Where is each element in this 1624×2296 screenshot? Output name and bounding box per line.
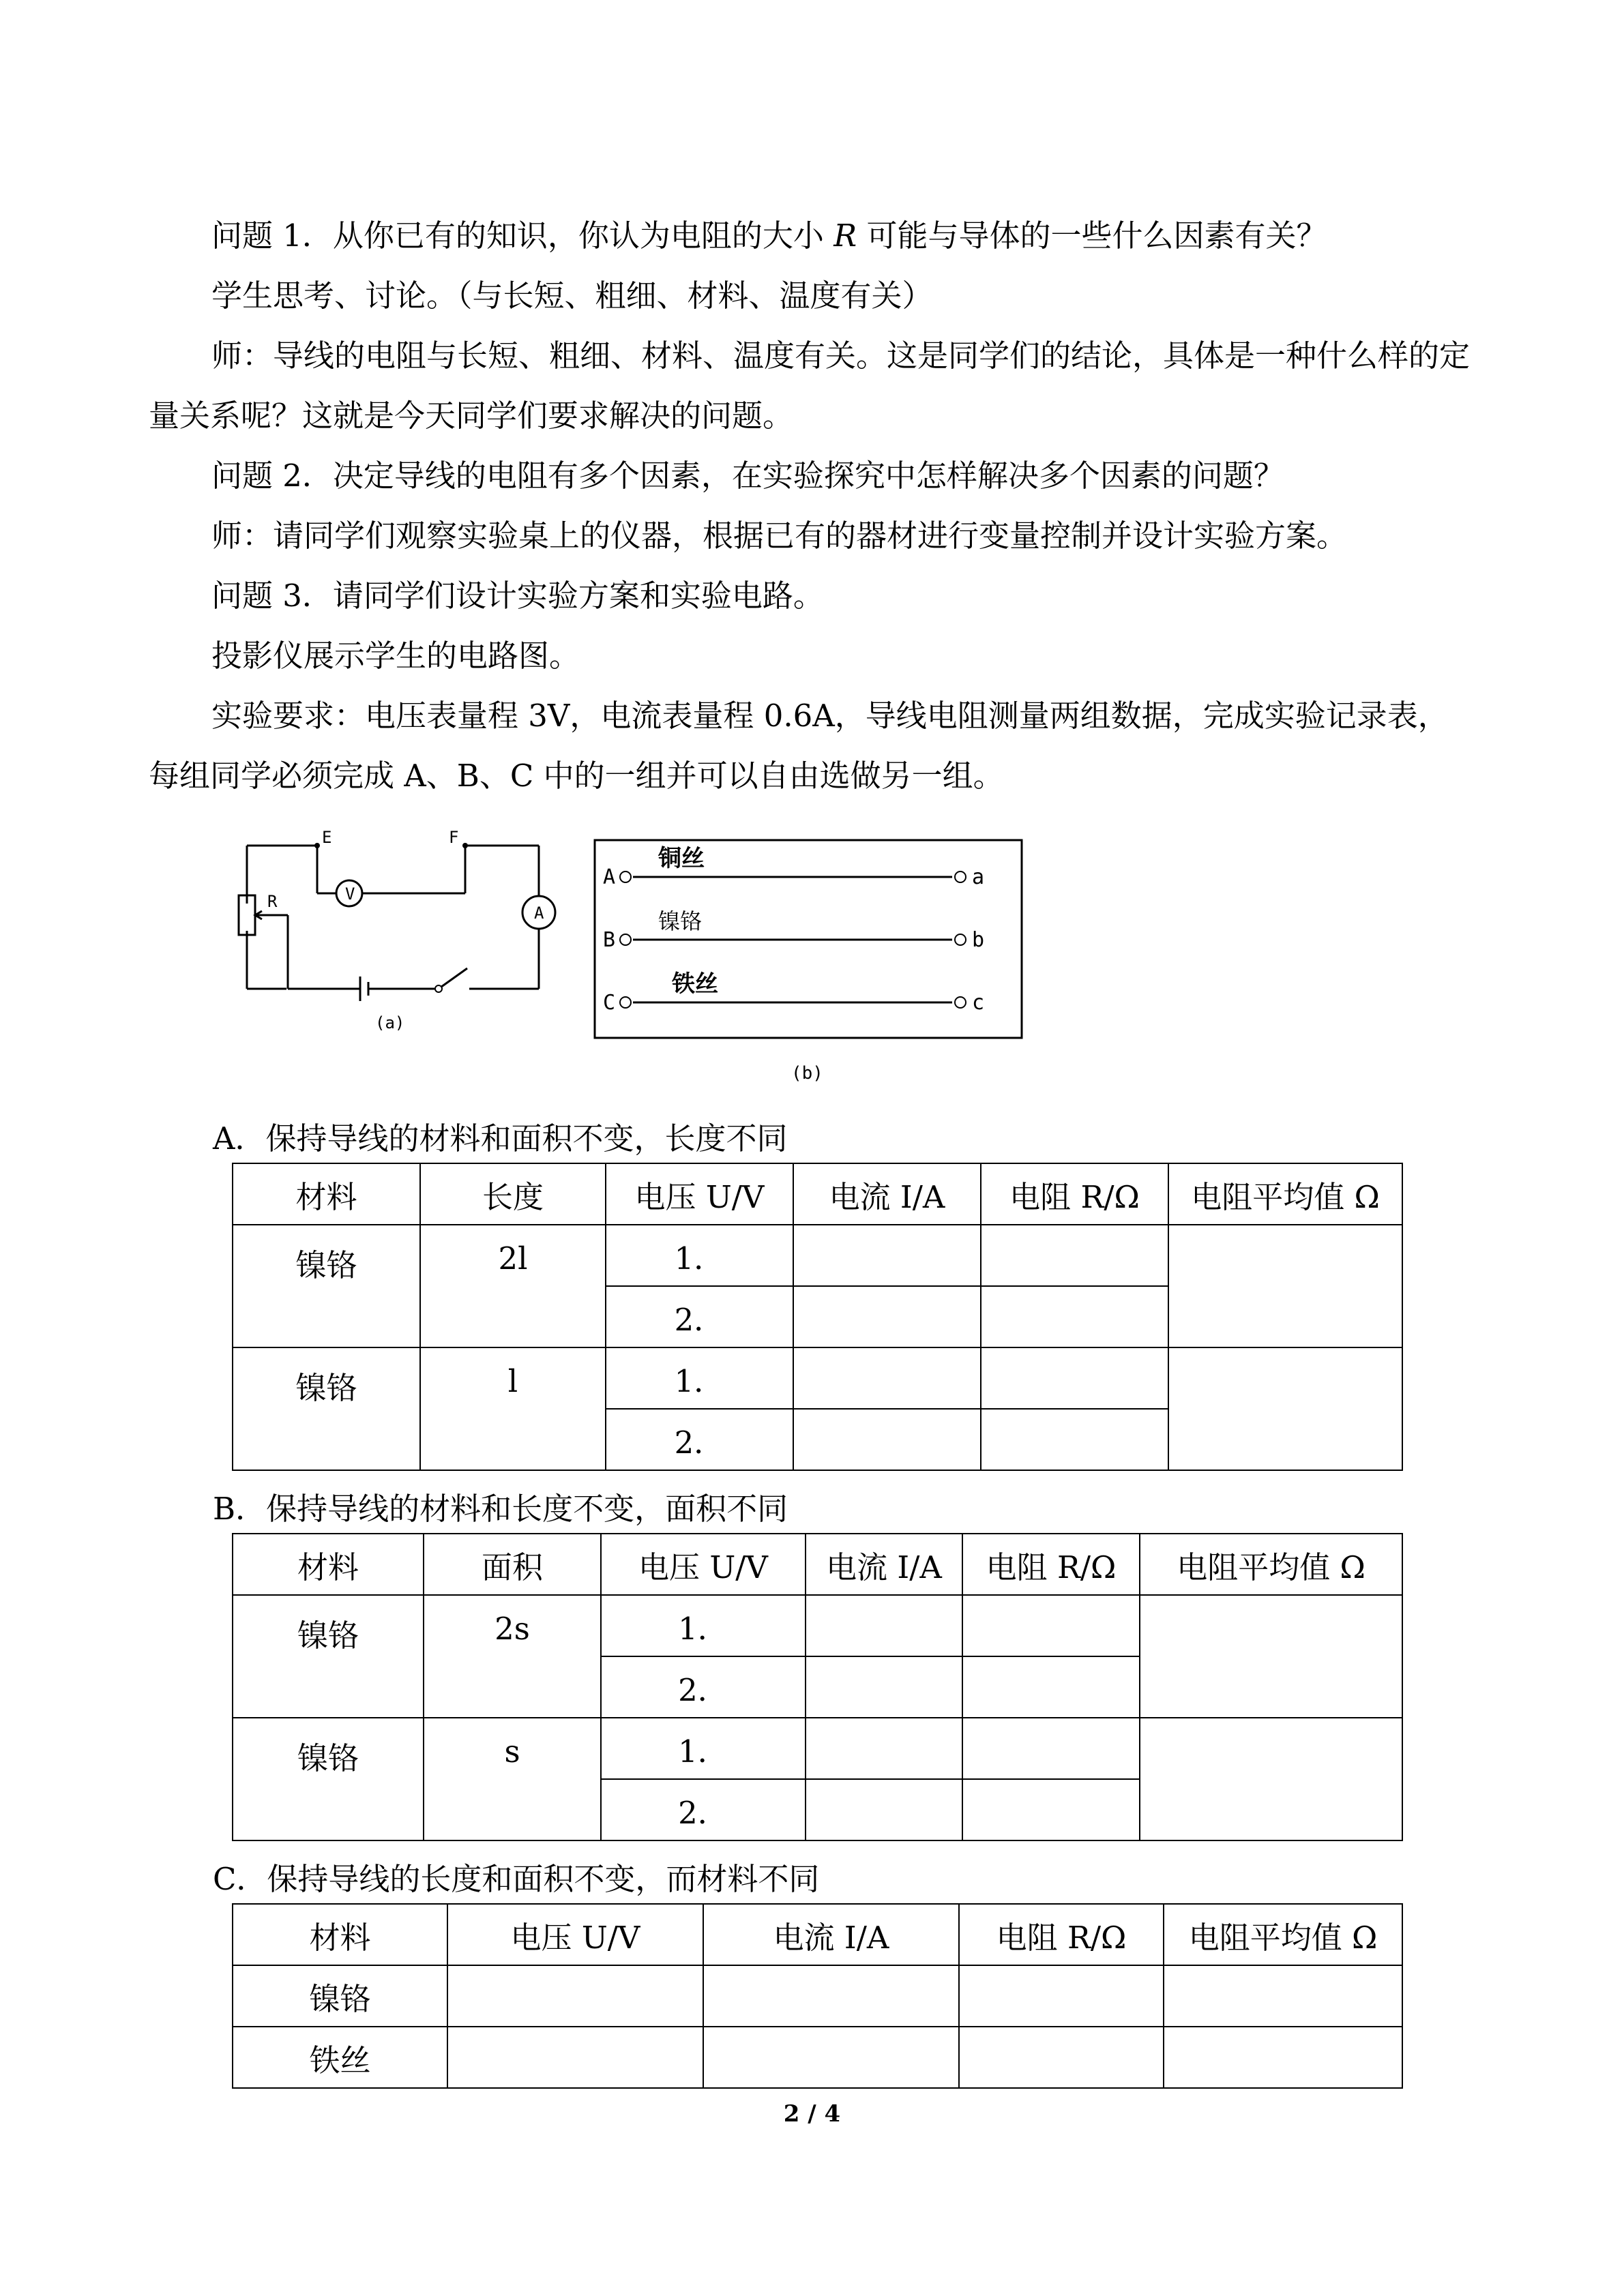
current-input-cell[interactable]: [703, 1965, 959, 2027]
circuit-diagram-a: [232, 825, 559, 1050]
table-b-title: B．保持导线的材料和长度不变，面积不同: [213, 1491, 788, 1527]
page-number: 2 / 4: [783, 2100, 841, 2128]
table-a-header: 电压 U/V: [606, 1163, 793, 1225]
table-b-header: 电阻平均值 Ω: [1140, 1534, 1402, 1595]
experiment-requirements: 实验要求：电压表量程 3V，电流表量程 0.6A，导线电阻测量两组数据，完成实验记录表，每组同学必须完成 A、B、C 中的一组并可以自由选做另一组。: [149, 698, 1449, 794]
q1-text: 问题 1．从你已有的知识，你认为电阻的大小: [211, 218, 834, 254]
table-b: [232, 1533, 1403, 1841]
current-input-cell[interactable]: [793, 1409, 981, 1470]
resistance-input-cell[interactable]: [981, 1347, 1168, 1409]
teacher-statement-1: 师：导线的电阻与长短、粗细、材料、温度有关。这是同学们的结论，具体是一种什么样的定量关系呢？这就是今天同学们要求解决的问题。: [149, 338, 1471, 434]
trial-cell: 1．: [606, 1225, 793, 1286]
trial-cell: 2．: [606, 1286, 793, 1347]
point-f-label: F: [449, 828, 459, 847]
terminal-a-label: a: [972, 865, 985, 889]
average-input-cell[interactable]: [1164, 2027, 1402, 2088]
table-a-header: 电流 I/A: [793, 1163, 981, 1225]
table-c-header: 材料: [233, 1904, 447, 1965]
length-cell: l: [420, 1347, 606, 1470]
nichrome-wire-label: 镍铬: [658, 908, 703, 934]
resistance-input-cell[interactable]: [962, 1595, 1140, 1656]
rheostat-label: R: [267, 892, 278, 911]
material-cell: 镍铬: [233, 1965, 447, 2027]
table-b-header: 材料: [233, 1534, 424, 1595]
q1-variable: R: [833, 218, 857, 254]
material-cell: 铁丝: [233, 2027, 447, 2088]
resistance-input-cell[interactable]: [981, 1225, 1168, 1286]
wire-board-diagram-b: [593, 839, 1030, 1084]
table-c-header: 电阻平均值 Ω: [1164, 1904, 1402, 1965]
resistance-input-cell[interactable]: [962, 1718, 1140, 1779]
resistance-input-cell[interactable]: [959, 1965, 1164, 2027]
trial-cell: 2．: [606, 1409, 793, 1470]
figure-a-caption: (a): [375, 1013, 405, 1032]
table-a-header: 电阻平均值 Ω: [1168, 1163, 1402, 1225]
table-c-header: 电流 I/A: [703, 1904, 959, 1965]
average-input-cell[interactable]: [1168, 1225, 1402, 1347]
question-2: 问题 2．决定导线的电阻有多个因素，在实验探究中怎样解决多个因素的问题？: [211, 458, 1284, 494]
table-c: [232, 1903, 1403, 2089]
terminal-A-icon: [620, 871, 631, 882]
average-input-cell[interactable]: [1164, 1965, 1402, 2027]
trial-cell: 1．: [601, 1718, 806, 1779]
table-c-header: 电阻 R/Ω: [959, 1904, 1164, 1965]
iron-wire-label: 铁丝: [672, 970, 718, 998]
copper-wire-label: 铜丝: [658, 845, 705, 872]
question-3: 问题 3．请同学们设计实验方案和实验电路。: [211, 578, 824, 614]
voltmeter-label: V: [345, 884, 355, 904]
average-input-cell[interactable]: [1140, 1718, 1402, 1840]
trial-cell: 2．: [601, 1656, 806, 1718]
trial-cell: 1．: [601, 1595, 806, 1656]
material-cell: 镍铬: [233, 1595, 424, 1718]
q1-text-end: 可能与导体的一些什么因素有关？: [857, 218, 1327, 254]
resistance-input-cell[interactable]: [962, 1656, 1140, 1718]
terminal-B-label: B: [603, 928, 616, 952]
terminal-B-icon: [620, 934, 631, 945]
trial-cell: 2．: [601, 1779, 806, 1840]
voltage-input-cell[interactable]: [447, 2027, 703, 2088]
current-input-cell[interactable]: [793, 1286, 981, 1347]
table-c-title: C．保持导线的长度和面积不变，而材料不同: [213, 1861, 820, 1897]
material-cell: 镍铬: [233, 1225, 420, 1347]
current-input-cell[interactable]: [703, 2027, 959, 2088]
resistance-input-cell[interactable]: [981, 1409, 1168, 1470]
material-cell: 镍铬: [233, 1718, 424, 1840]
switch-icon: [439, 968, 467, 989]
current-input-cell[interactable]: [806, 1718, 962, 1779]
average-input-cell[interactable]: [1168, 1347, 1402, 1470]
teacher-statement-2: 师：请同学们观察实验桌上的仪器，根据已有的器材进行变量控制并设计实验方案。: [211, 518, 1348, 554]
point-e-label: E: [322, 828, 332, 847]
current-input-cell[interactable]: [806, 1779, 962, 1840]
current-input-cell[interactable]: [806, 1595, 962, 1656]
terminal-b-label: b: [972, 928, 985, 952]
terminal-a-icon: [955, 871, 966, 882]
table-b-header: 电压 U/V: [601, 1534, 806, 1595]
material-cell: 镍铬: [233, 1347, 420, 1470]
table-a-header: 材料: [233, 1163, 420, 1225]
terminal-A-label: A: [603, 865, 616, 889]
resistance-input-cell[interactable]: [981, 1286, 1168, 1347]
table-c-header: 电压 U/V: [447, 1904, 703, 1965]
table-a-title: A．保持导线的材料和面积不变，长度不同: [213, 1120, 788, 1157]
projector-note: 投影仪展示学生的电路图。: [211, 638, 580, 674]
area-cell: s: [424, 1718, 601, 1840]
resistance-input-cell[interactable]: [962, 1779, 1140, 1840]
ammeter-label: A: [534, 904, 544, 923]
resistance-input-cell[interactable]: [959, 2027, 1164, 2088]
current-input-cell[interactable]: [793, 1225, 981, 1286]
student-discussion: 学生思考、讨论。（与长短、粗细、材料、温度有关）: [211, 278, 933, 314]
question-1: [149, 206, 1479, 266]
current-input-cell[interactable]: [793, 1347, 981, 1409]
table-a-header: 电阻 R/Ω: [981, 1163, 1168, 1225]
figure-b-caption: (b): [791, 1063, 823, 1084]
trial-cell: 1．: [606, 1347, 793, 1409]
terminal-C-icon: [620, 997, 631, 1008]
terminal-b-icon: [955, 934, 966, 945]
table-a: [232, 1163, 1403, 1471]
average-input-cell[interactable]: [1140, 1595, 1402, 1718]
area-cell: 2s: [424, 1595, 601, 1718]
terminal-C-label: C: [603, 991, 616, 1015]
length-cell: 2l: [420, 1225, 606, 1347]
terminal-c-label: c: [972, 991, 985, 1015]
table-b-header: 面积: [424, 1534, 601, 1595]
table-b-header: 电流 I/A: [806, 1534, 962, 1595]
table-a-header: 长度: [420, 1163, 606, 1225]
current-input-cell[interactable]: [806, 1656, 962, 1718]
terminal-c-icon: [955, 997, 966, 1008]
table-b-header: 电阻 R/Ω: [962, 1534, 1140, 1595]
voltage-input-cell[interactable]: [447, 1965, 703, 2027]
